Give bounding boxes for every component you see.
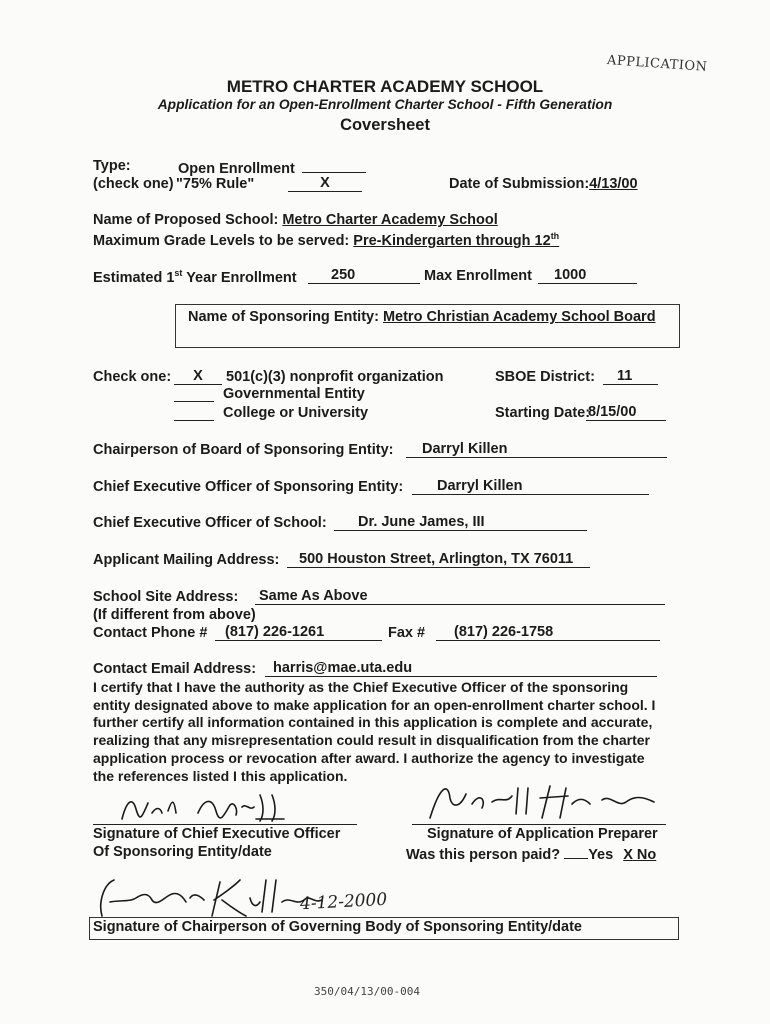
nonprofit-option-label: 501(c)(3) nonprofit organization [226, 369, 444, 385]
college-option-label: College or University [223, 405, 369, 421]
form-subtitle: Application for an Open-Enrollment Charter School - Fifth Generation [157, 97, 613, 112]
sboe-district-value: 11 [617, 368, 633, 384]
sboe-district-label: SBOE District: [495, 369, 595, 385]
starting-date-value: 8/15/00 [588, 404, 637, 420]
sponsoring-entity-field [188, 309, 656, 325]
ceo-signature-caption-2: Of Sponsoring Entity/date [93, 844, 272, 860]
paid-yes-label: Yes [588, 847, 614, 863]
paid-yes-blank[interactable] [564, 844, 588, 859]
chairperson-label: Chairperson of Board of Sponsoring Entity: [93, 442, 394, 458]
sponsoring-entity-value[interactable]: Metro Christian Academy School Board [382, 309, 656, 325]
sboe-district-input[interactable] [603, 369, 658, 385]
ceo-school-label: Chief Executive Officer of School: [93, 515, 327, 531]
grade-levels-label: Maximum Grade Levels to be served: [93, 232, 350, 249]
open-enrollment-blank[interactable] [302, 158, 366, 173]
est-enrollment-label-b: Year Enrollment [182, 269, 297, 286]
grade-levels-text: Pre-Kindergarten through 12 [353, 232, 551, 249]
site-address-label: School Site Address: [93, 589, 239, 605]
estimated-enrollment-field [93, 268, 297, 286]
submission-date-field [449, 176, 638, 192]
grade-levels-sup: th [550, 231, 560, 241]
school-name-label: Name of Proposed School: [93, 212, 279, 228]
max-enrollment-label: Max Enrollment [424, 268, 532, 284]
mailing-address-input[interactable] [287, 552, 590, 568]
paid-no-mark[interactable] [623, 847, 656, 863]
grade-levels-value[interactable] [353, 233, 559, 249]
paid-question-label: Was this person paid? [406, 847, 561, 863]
chair-signature-caption: Signature of Chairperson of Governing Body of Sponsoring Entity/date [93, 919, 582, 935]
email-label: Contact Email Address: [93, 661, 257, 677]
chairperson-input[interactable] [406, 442, 667, 458]
sponsoring-entity-label: Name of Sponsoring Entity: [188, 309, 379, 325]
type-option-open-enrollment [178, 158, 366, 177]
phone-input[interactable] [215, 625, 382, 641]
est-enrollment-value: 250 [331, 267, 356, 283]
email-input[interactable] [265, 661, 657, 677]
certification-statement: I certify that I have the authority as the Chief Executive Officer of the sponsoring entity designated above to make application for an open-enrollment charter school. I further certify all information contained in this application is complete and accurate, realizing that any misrepresentation could result in disqualification from the charter application process or revocation after award. I authorize the agency to investigate the references listed I this application. [93, 679, 656, 784]
starting-date-label: Starting Date: [495, 405, 591, 421]
starting-date-input[interactable] [586, 405, 666, 421]
ceo-signature-image [112, 789, 297, 825]
fax-input[interactable] [436, 625, 660, 641]
paid-no-label: No [636, 847, 657, 863]
document-id: 350/04/13/00-004 [314, 985, 420, 998]
governmental-option-label: Governmental Entity [223, 386, 365, 402]
est-enrollment-sup: st [174, 268, 183, 278]
application-stamp: APPLICATION [606, 53, 708, 76]
ceo-entity-label: Chief Executive Officer of Sponsoring Entity: [93, 479, 404, 495]
site-address-input[interactable] [255, 589, 665, 605]
submission-date-label: Date of Submission: [449, 176, 590, 192]
max-enrollment-value: 1000 [554, 267, 587, 283]
paid-question [406, 844, 656, 863]
fax-label: Fax # [388, 625, 426, 641]
ceo-school-input[interactable] [334, 515, 587, 531]
grade-levels-field [93, 231, 559, 249]
school-name-field [93, 212, 498, 228]
ceo-signature-line [93, 824, 357, 825]
preparer-signature-image [420, 778, 665, 826]
coversheet-heading: Coversheet [340, 116, 430, 134]
preparer-signature-caption: Signature of Application Preparer [427, 826, 658, 842]
fax-value: (817) 226-1758 [454, 624, 554, 640]
site-address-note: (If different from above) [93, 607, 256, 623]
phone-value: (817) 226-1261 [225, 624, 325, 640]
75-rule-mark[interactable]: X [288, 176, 362, 192]
type-label: Type: [93, 158, 131, 174]
est-enrollment-input[interactable] [308, 268, 420, 284]
chairperson-value: Darryl Killen [422, 441, 508, 457]
nonprofit-checkbox[interactable]: X [174, 369, 222, 385]
ceo-signature-caption: Signature of Chief Executive Officer [93, 826, 341, 842]
submission-date-value[interactable]: 4/13/00 [589, 176, 638, 192]
mailing-address-value: 500 Houston Street, Arlington, TX 76011 [299, 551, 574, 567]
est-enrollment-label-a: Estimated 1 [93, 269, 175, 286]
email-value: harris@mae.uta.edu [273, 660, 413, 676]
school-title: METRO CHARTER ACADEMY SCHOOL [226, 77, 544, 96]
preparer-signature-line [412, 824, 666, 825]
ceo-school-value: Dr. June James, III [358, 514, 485, 530]
max-enrollment-input[interactable] [538, 268, 637, 284]
ceo-entity-value: Darryl Killen [437, 478, 523, 494]
phone-label: Contact Phone # [93, 625, 208, 641]
ceo-entity-input[interactable] [412, 479, 649, 495]
mailing-address-label: Applicant Mailing Address: [93, 552, 280, 568]
paid-no-x: X [623, 847, 633, 863]
governmental-checkbox[interactable] [174, 386, 214, 402]
type-check-label: (check one) [93, 176, 174, 192]
college-checkbox[interactable] [174, 405, 214, 421]
site-address-value: Same As Above [259, 588, 368, 604]
open-enrollment-label: Open Enrollment [178, 161, 295, 177]
school-name-value[interactable]: Metro Charter Academy School [282, 212, 498, 228]
chair-signature-date: 4-12-2000 [299, 889, 388, 915]
entity-check-label: Check one: [93, 369, 172, 385]
type-option-75-rule: "75% Rule" [176, 176, 255, 192]
